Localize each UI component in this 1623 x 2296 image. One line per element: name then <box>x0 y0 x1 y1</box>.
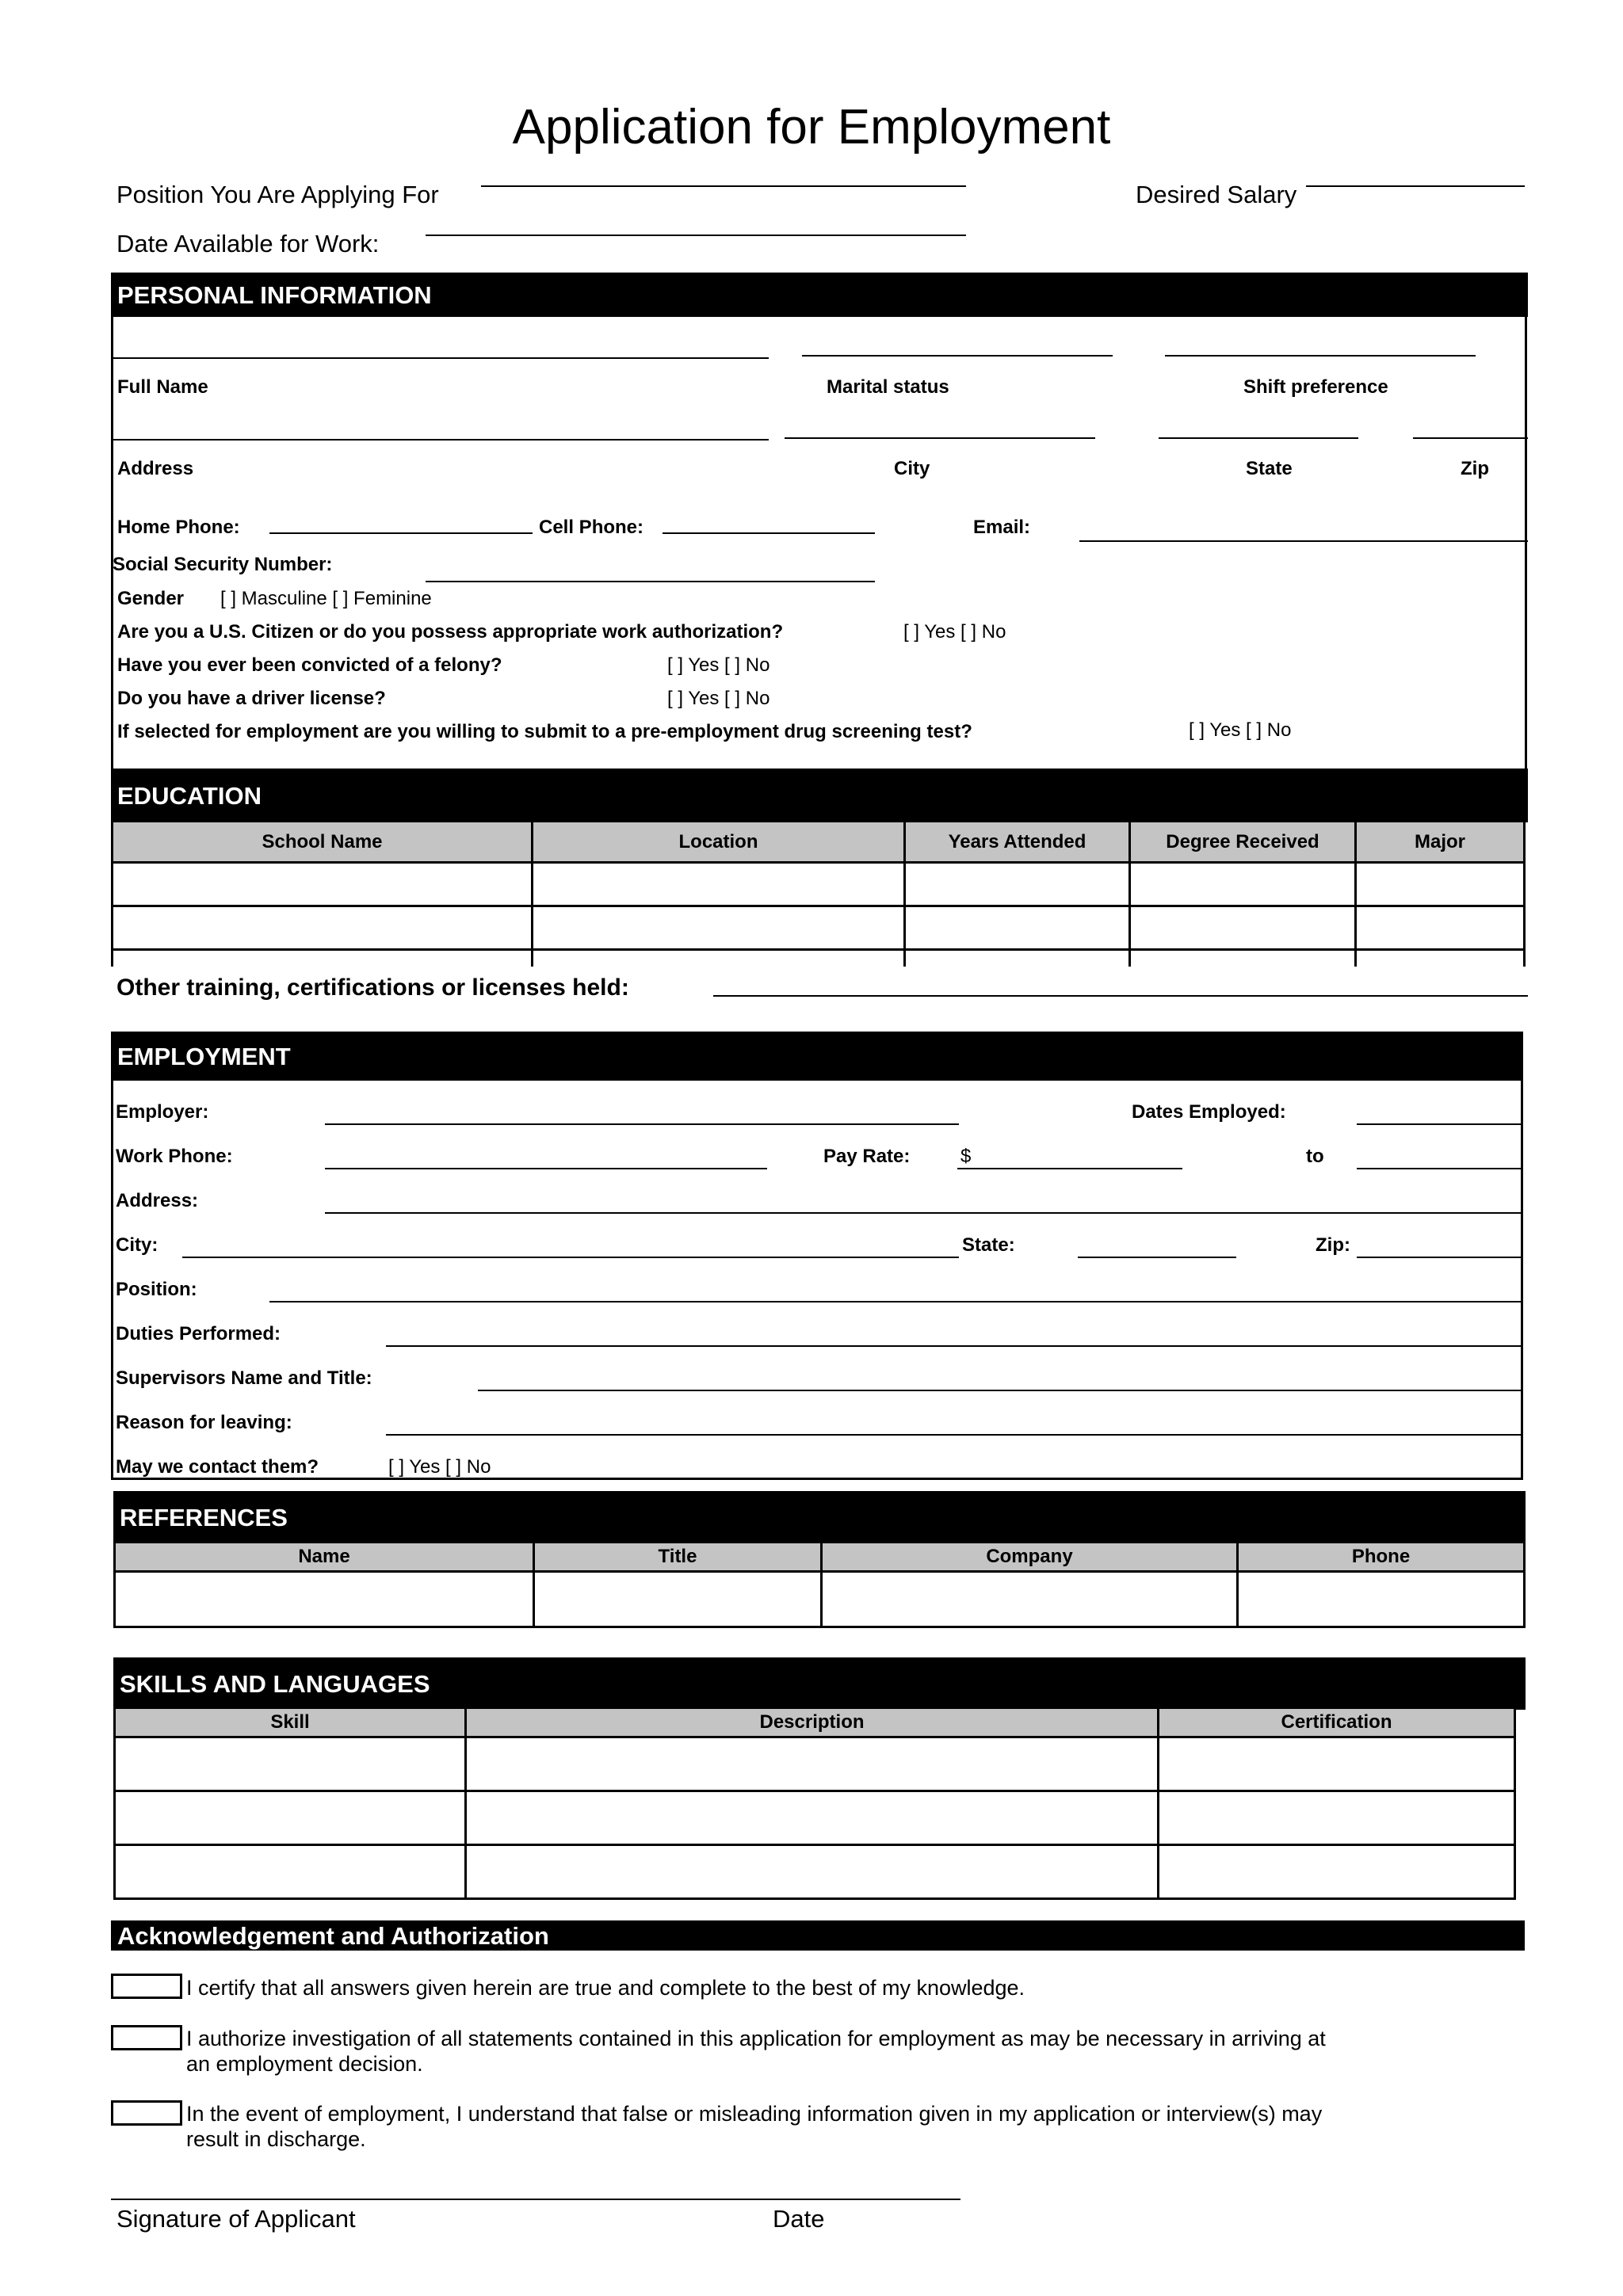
education-cell[interactable] <box>1128 905 1357 951</box>
skills-col-header: Skill <box>113 1707 467 1738</box>
education-cell[interactable] <box>531 861 906 907</box>
certify-statement <box>186 1975 1025 2000</box>
skills-cell[interactable] <box>1157 1844 1516 1900</box>
acknowledgement-header: Acknowledgement and Authorization <box>111 1920 1525 1951</box>
drug-test-question: If selected for employment are you willing to submit to a pre-employment drug screening test? <box>117 721 972 742</box>
other-training-label: Other training, certifications or licenses held: <box>116 974 629 1001</box>
contact-label: May we contact them? <box>116 1456 319 1478</box>
pay-rate-label: Pay Rate: <box>823 1146 911 1167</box>
supervisor-field[interactable] <box>478 1390 1523 1391</box>
felony-question: Have you ever been convicted of a felony? <box>117 654 502 676</box>
employer-state-field[interactable] <box>1078 1257 1236 1258</box>
references-cell[interactable] <box>1236 1570 1526 1628</box>
education-col-header: Major <box>1354 820 1526 864</box>
discharge-statement <box>186 2101 1322 2152</box>
job-position-field[interactable] <box>269 1301 1523 1302</box>
shift-preference-label: Shift preference <box>1243 376 1388 398</box>
email-field[interactable] <box>1079 540 1528 542</box>
citizen-yes-no[interactable]: [ ] Yes [ ] No <box>903 621 1006 643</box>
authorize-text-line2: an employment decision. <box>186 2052 423 2076</box>
authorize-checkbox[interactable] <box>111 2025 182 2050</box>
city-label: City <box>894 458 930 479</box>
education-cell[interactable] <box>1354 905 1526 951</box>
skills-cell[interactable] <box>1157 1790 1516 1846</box>
certify-checkbox[interactable] <box>111 1974 182 1999</box>
education-cell[interactable] <box>1354 948 1526 967</box>
work-phone-label: Work Phone: <box>116 1146 233 1167</box>
skills-cell[interactable] <box>464 1790 1159 1846</box>
education-cell[interactable] <box>903 948 1131 967</box>
drug-test-yes-no[interactable]: [ ] Yes [ ] No <box>1189 719 1292 741</box>
employer-label: Employer: <box>116 1101 209 1123</box>
education-cell[interactable] <box>531 948 906 967</box>
authorize-text-line1: I authorize investigation of all statements contained in this application for employment as may be necessary in arriving at <box>186 2027 1326 2050</box>
salary-field[interactable] <box>1306 185 1525 187</box>
references-header: REFERENCES <box>113 1491 1526 1543</box>
certify-text-line1: I certify that all answers given herein are true and complete to the best of my knowledge. <box>186 1976 1025 2000</box>
work-phone-field[interactable] <box>325 1168 767 1169</box>
other-training-field[interactable] <box>713 995 1528 997</box>
employer-city-label: City: <box>116 1234 158 1256</box>
employer-address-field[interactable] <box>325 1212 1523 1214</box>
dates-employed-from-field[interactable] <box>1357 1123 1523 1125</box>
discharge-checkbox[interactable] <box>111 2100 182 2126</box>
date-available-label: Date Available for Work: <box>116 230 380 257</box>
contact-yes-no[interactable]: [ ] Yes [ ] No <box>388 1456 491 1478</box>
employer-zip-label: Zip: <box>1316 1234 1350 1256</box>
personal-info-header: PERSONAL INFORMATION <box>111 273 1528 317</box>
date-available-field[interactable] <box>426 235 966 236</box>
education-col-header: Location <box>531 820 906 864</box>
supervisor-label: Supervisors Name and Title: <box>116 1367 372 1389</box>
discharge-text-line2: result in discharge. <box>186 2127 366 2151</box>
signature-label: Signature of Applicant <box>116 2205 356 2233</box>
education-cell[interactable] <box>531 905 906 951</box>
zip-field[interactable] <box>1413 437 1528 439</box>
authorize-statement <box>186 2026 1326 2077</box>
education-col-header: Years Attended <box>903 820 1131 864</box>
personal-right-border <box>1525 317 1527 769</box>
signature-line[interactable] <box>111 2199 960 2200</box>
marital-status-label: Marital status <box>827 376 949 398</box>
skills-cell[interactable] <box>113 1844 467 1900</box>
home-phone-label: Home Phone: <box>117 517 240 538</box>
position-field[interactable] <box>481 185 966 187</box>
employment-box <box>111 1081 1523 1480</box>
education-cell[interactable] <box>1128 861 1357 907</box>
ssn-label: Social Security Number: <box>113 554 333 575</box>
address-label: Address <box>117 458 194 479</box>
position-label: Position You Are Applying For <box>116 181 439 208</box>
skills-cell[interactable] <box>464 1736 1159 1792</box>
references-cell[interactable] <box>820 1570 1239 1628</box>
home-phone-field[interactable] <box>269 532 533 534</box>
reason-leaving-field[interactable] <box>386 1434 1523 1436</box>
state-label: State <box>1246 458 1293 479</box>
references-col-header: Title <box>533 1541 823 1573</box>
gender-label: Gender <box>117 588 185 609</box>
ssn-field[interactable] <box>426 581 875 582</box>
employer-address-label: Address: <box>116 1190 199 1211</box>
education-header: EDUCATION <box>111 769 1528 822</box>
gender-options[interactable]: [ ] Masculine [ ] Feminine <box>220 588 432 609</box>
education-cell[interactable] <box>111 905 533 951</box>
dates-to-label: to <box>1306 1146 1324 1167</box>
state-field[interactable] <box>1159 437 1358 439</box>
dates-employed-label: Dates Employed: <box>1132 1101 1286 1123</box>
cell-phone-field[interactable] <box>663 532 875 534</box>
education-cell[interactable] <box>111 861 533 907</box>
dollar-sign: $ <box>960 1146 972 1167</box>
dates-employed-to-field[interactable] <box>1357 1168 1523 1169</box>
employer-field[interactable] <box>325 1123 959 1125</box>
job-position-label: Position: <box>116 1279 197 1300</box>
email-label: Email: <box>973 517 1031 538</box>
references-col-header: Phone <box>1236 1541 1526 1573</box>
education-cell[interactable] <box>903 861 1131 907</box>
skills-header: SKILLS AND LANGUAGES <box>113 1657 1526 1710</box>
employer-city-field[interactable] <box>182 1257 959 1258</box>
reason-leaving-label: Reason for leaving: <box>116 1412 292 1433</box>
zip-label: Zip <box>1461 458 1489 479</box>
references-col-header: Company <box>820 1541 1239 1573</box>
education-cell[interactable] <box>1354 861 1526 907</box>
education-cell[interactable] <box>1128 948 1357 967</box>
references-cell[interactable] <box>533 1570 823 1628</box>
salary-label: Desired Salary <box>1136 181 1297 208</box>
education-cell[interactable] <box>903 905 1131 951</box>
cell-phone-label: Cell Phone: <box>539 517 644 538</box>
full-name-label: Full Name <box>117 376 208 398</box>
skills-col-header: Description <box>464 1707 1159 1738</box>
personal-left-border <box>111 317 113 769</box>
education-col-header: Degree Received <box>1128 820 1357 864</box>
references-col-header: Name <box>113 1541 535 1573</box>
skills-cell[interactable] <box>464 1844 1159 1900</box>
duties-label: Duties Performed: <box>116 1323 281 1344</box>
page-title: Application for Employment <box>512 100 1111 154</box>
license-yes-no[interactable]: [ ] Yes [ ] No <box>667 688 770 709</box>
citizen-question: Are you a U.S. Citizen or do you possess appropriate work authorization? <box>117 621 784 643</box>
skills-cell[interactable] <box>113 1736 467 1792</box>
skills-cell[interactable] <box>113 1790 467 1846</box>
employer-zip-field[interactable] <box>1357 1257 1523 1258</box>
employer-state-label: State: <box>962 1234 1015 1256</box>
address-field[interactable] <box>113 439 769 441</box>
skills-cell[interactable] <box>1157 1736 1516 1792</box>
shift-preference-field[interactable] <box>1165 355 1476 357</box>
duties-field[interactable] <box>386 1345 1523 1347</box>
pay-rate-field[interactable] <box>957 1168 1182 1169</box>
signature-date-label: Date <box>773 2205 825 2233</box>
education-cell[interactable] <box>111 948 533 967</box>
felony-yes-no[interactable]: [ ] Yes [ ] No <box>667 654 770 676</box>
city-field[interactable] <box>785 437 1095 439</box>
discharge-text-line1: In the event of employment, I understand that false or misleading information given in my application or interview(s) may <box>186 2102 1323 2126</box>
marital-status-field[interactable] <box>802 355 1113 357</box>
license-question: Do you have a driver license? <box>117 688 386 709</box>
employment-header: EMPLOYMENT <box>111 1032 1523 1081</box>
education-col-header: School Name <box>111 820 533 864</box>
references-cell[interactable] <box>113 1570 535 1628</box>
skills-col-header: Certification <box>1157 1707 1516 1738</box>
full-name-field[interactable] <box>113 357 769 359</box>
